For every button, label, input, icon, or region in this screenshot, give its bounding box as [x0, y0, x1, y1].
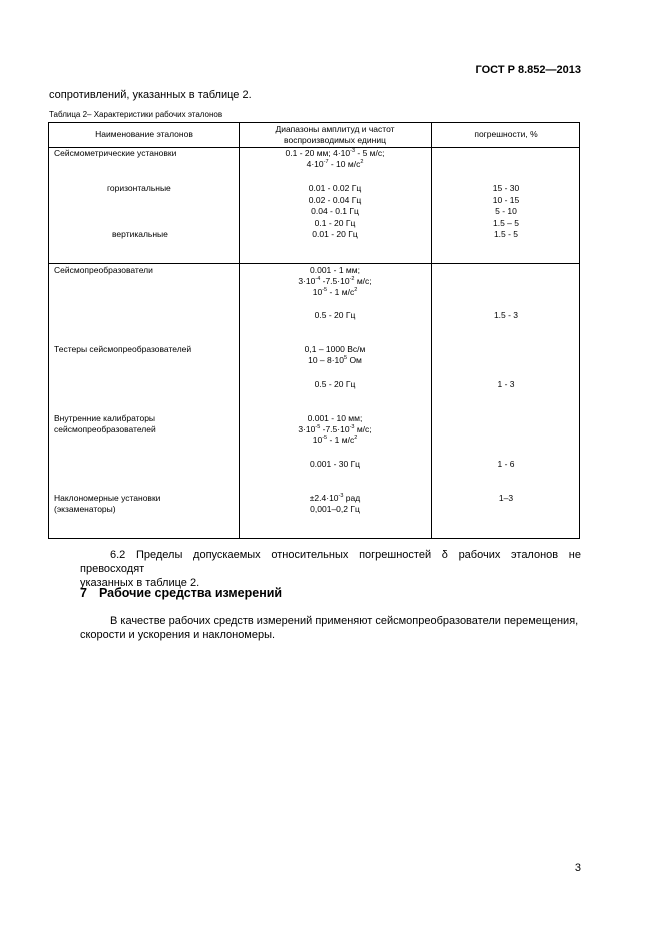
header-col-range-2: воспроизводимых единиц	[284, 135, 386, 145]
calibrators-range-1: 0.001 - 10 мм;	[307, 413, 363, 423]
converters-range-1: 0.001 - 1 мм;	[310, 265, 360, 275]
row-divider	[49, 263, 579, 264]
paragraph-6-2: 6.2 Пределы допускаемых относительных погрешностей δ рабочих эталонов не превосходят указанных в таблице 2.	[80, 549, 581, 589]
seismo-vertical-label: вертикальные	[112, 229, 168, 239]
table-caption: Таблица 2– Характеристики рабочих эталонов	[49, 110, 223, 119]
seismo-vertical-error: 1.5 - 5	[493, 229, 519, 239]
seismo-range-accel: $4\cdot 10^{-7} - 10$ $м/с^2$	[306, 159, 364, 169]
converters-frequency: 0.5 - 20 Гц	[314, 310, 356, 320]
seismo-horizontal-label: горизонтальные	[107, 183, 171, 193]
testers-range-1: 0,1 – 1000 Вс/м	[304, 344, 366, 354]
seismo-horizontal-error: 10 - 15	[492, 194, 520, 205]
testers-error: 1 - 3	[497, 379, 515, 389]
seismo-vertical-range: 0.01 - 20 Гц	[312, 229, 358, 239]
testers-frequency: 0.5 - 20 Гц	[314, 379, 356, 389]
intro-text: сопротивлений, указанных в таблице 2.	[49, 89, 252, 101]
header-col-range-1: Диапазоны амплитуд и частот	[275, 124, 395, 134]
calibrators-error: 1 - 6	[497, 459, 515, 469]
header-col-error: погрешности, %	[474, 129, 538, 139]
inclinometer-range-2: 0,001–0,2 Гц	[310, 504, 360, 514]
converters-range-3: $10^{-5} - 1$ $м/с^2$	[312, 287, 358, 297]
characteristics-table	[48, 122, 580, 539]
seismo-horizontal-range: 0.02 - 0.04 Гц	[308, 194, 362, 205]
page-number: 3	[574, 862, 581, 874]
calibrators-range-2: $3\cdot 10^{-5}$ $-7.5\cdot 10^{-3}$ м/с;	[298, 424, 372, 434]
section-7-heading: 7 Рабочие средства измерений	[80, 586, 283, 600]
seismo-horizontal-error: 1.5 – 5	[493, 217, 519, 228]
calibrators-name-1: Внутренние калибраторы	[54, 413, 156, 423]
seismo-horizontal-range: 0.04 - 0.1 Гц	[311, 206, 359, 216]
seismo-name: Сейсмометрические установки	[54, 148, 177, 158]
inclinometer-name-2: (экзаменаторы)	[54, 504, 116, 514]
converters-error: 1.5 - 3	[493, 310, 519, 320]
seismo-horizontal-error: 5 - 10	[495, 206, 517, 216]
calibrators-range-3: $10^{-5} - 1$ $м/с^2$	[312, 435, 358, 445]
seismo-horizontal-range: 0.1 - 20 Гц	[314, 217, 356, 228]
converters-range-2: $3\cdot 10^{-4}$ $-7.5\cdot 10^{-2}$ м/с;	[298, 276, 372, 286]
calibrators-frequency: 0.001 - 30 Гц	[309, 459, 361, 469]
seismo-horizontal-error: 15 - 30	[492, 183, 520, 193]
section-7-paragraph: В качестве рабочих средств измерений применяют сейсмопреобразователи перемещения, скорости и ускорения и наклономеры.	[80, 615, 579, 641]
seismo-range-amplitude: 0.1 - 20 мм; $4\cdot 10^{-3} - 5$ м/с;	[285, 148, 385, 158]
inclinometer-range-1: $\pm 2.4\cdot 10^{-3}$ рад	[309, 493, 361, 503]
header-col-name: Наименование эталонов	[95, 129, 193, 139]
converters-name: Сейсмопреобразователи	[54, 265, 153, 275]
seismo-horizontal-range: 0.01 - 0.02 Гц	[308, 183, 362, 193]
testers-range-2: $10 - 8\cdot 10^5$ Ом	[308, 355, 362, 365]
inclinometer-name-1: Наклономерные установки	[54, 493, 161, 503]
testers-name: Тестеры сейсмопреобразователей	[54, 344, 192, 354]
calibrators-name-2: сейсмопреобразователей	[54, 424, 156, 434]
document-id: ГОСТ Р 8.852—2013	[475, 64, 581, 76]
inclinometer-error: 1–3	[498, 493, 514, 503]
